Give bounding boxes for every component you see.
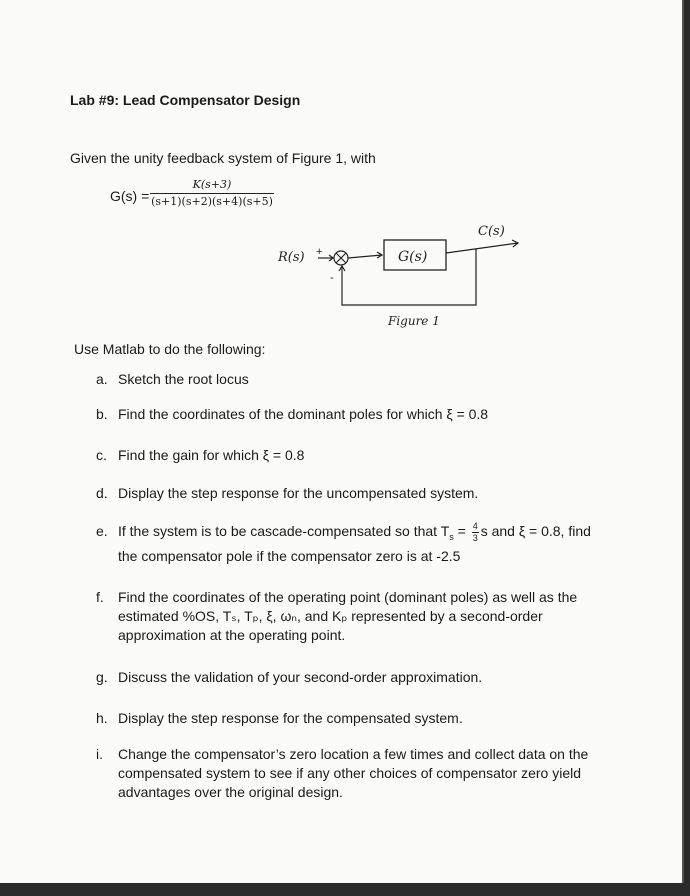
task-f [96,588,577,645]
task-d [96,484,478,503]
minus-sign: - [330,272,334,284]
tf-denominator: (s+1)(s+2)(s+4)(s+5) [151,195,273,208]
transfer-function-fraction [150,178,274,208]
output-label: C(s) [478,224,505,239]
transfer-function-lhs: G(s) = [110,188,150,204]
four-thirds-fraction [472,522,479,543]
task-h [96,709,463,728]
block-diagram [270,215,540,330]
frac-den: 3 [472,533,478,543]
task-label: f. [96,589,104,605]
fraction-bar [150,193,274,194]
lab-title: Lab #9: Lead Compensator Design [70,92,301,108]
task-text: Display the step response for the compensated system. [118,710,463,726]
ts-subscript: s [449,532,454,542]
task-label: h. [96,710,108,726]
task-text: Display the step response for the uncompensated system. [118,485,479,501]
task-text: Find the coordinates of the operating point (dominant poles) as well as the estimated %OS, Tₛ, Tₚ, ξ, ωₙ, and Kₚ represented by a second-order approximation at the operating point. [118,589,578,643]
input-label: R(s) [278,250,305,265]
task-text: Change the compensator’s zero location a few times and collect data on the compensated system to see if any other choices of compensator zero yield advantages over the original design. [118,746,589,800]
task-label: b. [96,406,108,422]
task-e-text-before: If the system is to be cascade-compensated so that T [118,523,450,540]
task-label: e. [96,523,108,539]
task-text: Sketch the root locus [118,371,249,387]
task-label: d. [96,485,108,501]
task-text [118,522,591,566]
figure-caption: Figure 1 [388,314,440,328]
summing-junction [334,251,348,265]
task-e-text-after: s and ξ = 0.8, find [480,523,591,540]
task-e [96,522,591,566]
plus-sign: + [316,246,323,258]
frac-num: 4 [472,521,478,531]
task-text: Discuss the validation of your second-order approximation. [118,669,483,685]
output-arrow [446,243,518,253]
task-a [96,370,249,389]
task-b [96,405,488,424]
task-text: Find the coordinates of the dominant poles for which ξ = 0.8 [118,406,489,422]
task-label: i. [96,746,103,762]
task-label: g. [96,669,108,685]
task-label: a. [96,371,108,387]
task-i [96,745,588,802]
block-label: G(s) [398,249,428,265]
task-label: c. [96,447,107,463]
use-matlab-heading: Use Matlab to do the following: [74,341,266,357]
intro-text: Given the unity feedback system of Figure 1, with [70,150,376,166]
equals-sign: = [453,523,470,540]
tf-numerator: K(s+3) [192,178,232,191]
task-g [96,668,482,687]
task-text: Find the gain for which ξ = 0.8 [118,447,305,463]
task-e-line2: the compensator pole if the compensator zero is at -2.5 [118,548,461,564]
task-c [96,446,304,465]
